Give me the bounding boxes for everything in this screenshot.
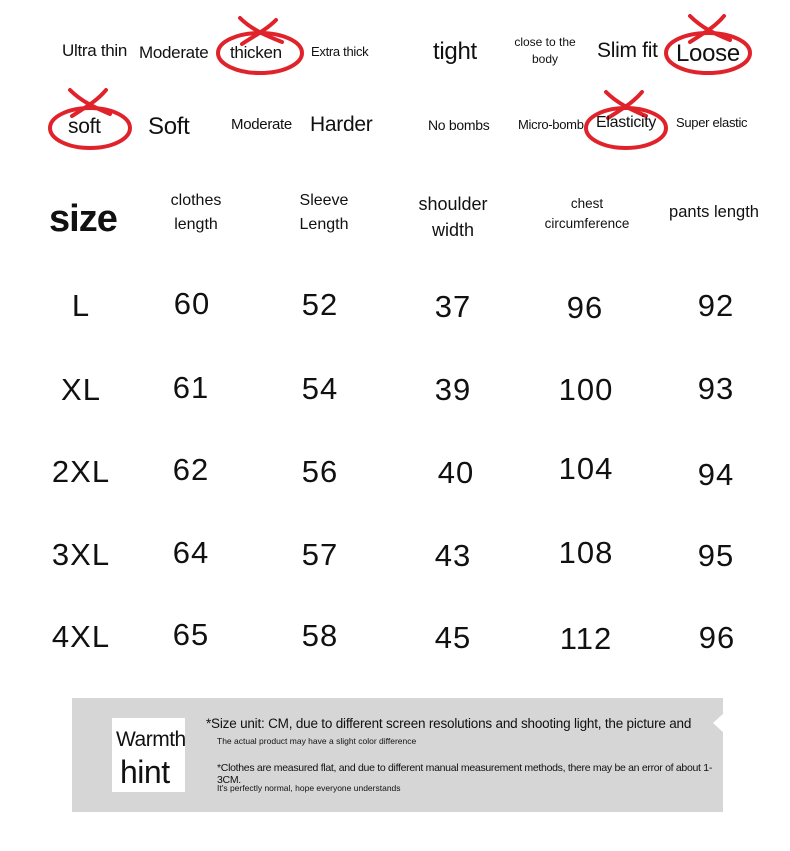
- table-cell: 56: [301, 454, 339, 489]
- softness-moderate: Moderate: [231, 116, 292, 133]
- warmth-hint-label-box: [112, 718, 185, 792]
- warmth-hint-notice: [72, 698, 723, 812]
- size-label: L: [71, 288, 91, 323]
- table-cell: 45: [434, 620, 472, 655]
- elasticity-super-elastic: Super elastic: [676, 115, 748, 130]
- table-cell: 60: [173, 286, 211, 321]
- thickness-thicken: thicken: [230, 43, 282, 62]
- notice-line-size-unit: *Size unit: CM, due to different screen resolutions and shooting light, the picture and: [206, 716, 692, 731]
- table-cell: 95: [697, 538, 735, 573]
- notice-line-measurement: *Clothes are measured flat, and due to different manual measurement methods, there may be an error of about 1-3CM.: [217, 762, 713, 786]
- fit-loose: Loose: [676, 40, 740, 67]
- header-chest-circumference: chest circumference: [544, 196, 630, 231]
- size-label: 3XL: [51, 537, 111, 572]
- table-cell: 37: [434, 289, 472, 324]
- thickness-extra-thick: Extra thick: [311, 44, 369, 59]
- fit-tight: tight: [433, 38, 477, 65]
- header-shoulder-width: shoulder width: [418, 194, 488, 240]
- softness-soft: Soft: [148, 113, 190, 140]
- table-cell: 64: [172, 535, 210, 570]
- header-clothes-length: clothes length: [170, 192, 222, 233]
- elasticity-micro-bomb: Micro-bomb: [518, 117, 584, 132]
- notice-line-understand: It's perfectly normal, hope everyone understands: [217, 783, 401, 793]
- softness-soft-selected: soft: [68, 115, 101, 138]
- table-cell: 61: [172, 370, 210, 405]
- table-cell: 39: [434, 372, 472, 407]
- thickness-ultra-thin: Ultra thin: [62, 41, 128, 60]
- table-cell: 52: [301, 287, 339, 322]
- table-cell: 94: [697, 457, 735, 492]
- table-cell: 40: [437, 455, 475, 490]
- table-cell: 54: [301, 371, 339, 406]
- header-pants-length: pants length: [669, 203, 759, 221]
- table-cell: 65: [172, 617, 210, 652]
- elasticity-elasticity: Elasticity: [596, 114, 657, 131]
- elasticity-no-bombs: No bombs: [428, 117, 490, 133]
- table-cell: 104: [558, 451, 614, 486]
- fit-slim-fit: Slim fit: [597, 39, 658, 62]
- header-sleeve-length: Sleeve Length: [299, 192, 349, 233]
- table-cell: 58: [301, 618, 339, 653]
- table-cell: 57: [301, 537, 339, 572]
- fit-close-to-body: close to the body: [514, 35, 576, 66]
- header-size: size: [49, 198, 117, 240]
- size-label: XL: [61, 372, 101, 407]
- hint-title: hint: [120, 754, 170, 790]
- table-cell: 96: [698, 620, 736, 655]
- table-cell: 96: [566, 290, 604, 325]
- size-label: 4XL: [51, 619, 111, 654]
- table-cell: 100: [558, 372, 614, 407]
- size-label: 2XL: [51, 454, 111, 489]
- softness-harder: Harder: [310, 113, 373, 136]
- table-cell: 43: [434, 538, 472, 573]
- notice-arrow-icon: [713, 712, 725, 734]
- notice-line-color-diff: The actual product may have a slight color difference: [217, 736, 417, 746]
- table-cell: 93: [697, 371, 735, 406]
- table-cell: 92: [697, 288, 735, 323]
- table-cell: 62: [172, 452, 210, 487]
- table-cell: 112: [559, 621, 613, 656]
- thickness-moderate: Moderate: [139, 43, 209, 62]
- warmth-title: Warmth: [116, 728, 186, 751]
- table-cell: 108: [558, 535, 614, 570]
